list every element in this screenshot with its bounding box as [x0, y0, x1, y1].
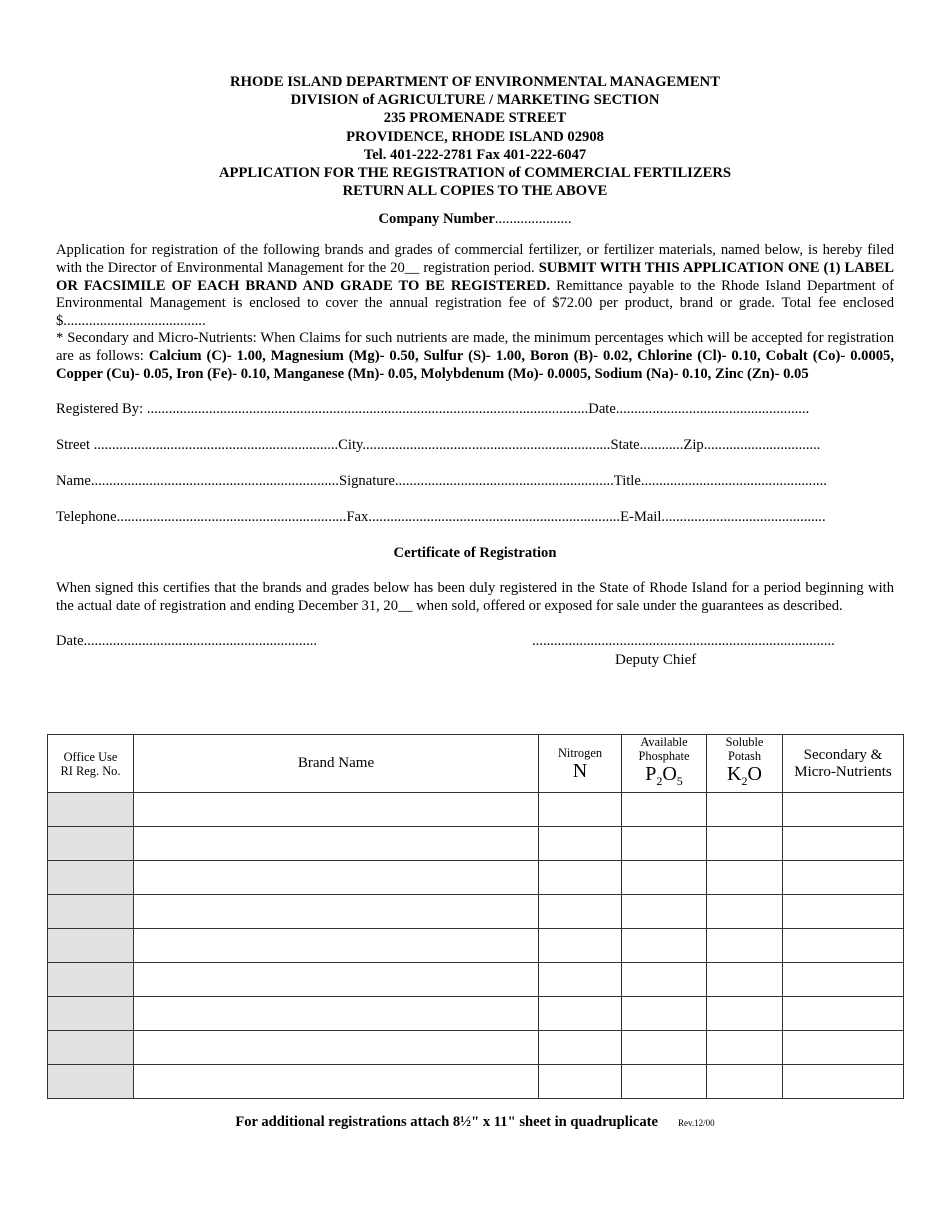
potash-header: [707, 735, 783, 793]
office-use-cell: [48, 793, 134, 827]
letterhead: [56, 73, 894, 200]
phosphate-cell[interactable]: [622, 1031, 707, 1065]
brand-name-cell[interactable]: [134, 1065, 539, 1099]
secondary-nutrients-header: [783, 735, 904, 793]
application-bold-1: SUBMIT WITH THIS APPLICATION ONE (1) LABEL OR FACSIMILE OF EACH BRAND AND GRADE TO BE REGISTERED.: [56, 260, 894, 294]
secondary-nutrients-cell[interactable]: [783, 793, 904, 827]
telephone-field[interactable]: ...............................................................: [116, 509, 347, 526]
potash-cell[interactable]: [707, 861, 783, 895]
certificate-date-label: Date: [56, 633, 84, 650]
secondary-label-1: Secondary &: [803, 746, 883, 763]
certificate-text: When signed this certifies that the brands and grades below has been duly registered in the State of Rhode Island for a period beginning with the actual date of registration and ending December 31, 20__ when sold, offered or exposed for sale under the guarantees as described.: [56, 580, 894, 614]
deputy-chief-label: Deputy Chief: [615, 652, 697, 669]
fax-label: Fax: [346, 509, 369, 526]
potash-label-2: Potash: [727, 749, 762, 763]
email-label: E-Mail: [620, 509, 662, 526]
reg-no-label: RI Reg. No.: [60, 763, 121, 778]
nitrogen-cell[interactable]: [539, 1065, 622, 1099]
deputy-signature-field[interactable]: ...................................................................................: [532, 633, 835, 650]
table-row: [48, 1065, 904, 1099]
address-row: [56, 437, 894, 455]
phosphate-label-2: Phosphate: [638, 749, 690, 763]
registration-table-body: [48, 793, 904, 1099]
secondary-nutrients-cell[interactable]: [783, 895, 904, 929]
table-row: [48, 997, 904, 1031]
office-use-header: [48, 735, 134, 793]
nitrogen-cell[interactable]: [539, 929, 622, 963]
state-label: State: [610, 437, 640, 454]
phosphate-cell[interactable]: [622, 929, 707, 963]
potash-cell[interactable]: [707, 827, 783, 861]
potash-cell[interactable]: [707, 1065, 783, 1099]
nitrogen-cell[interactable]: [539, 963, 622, 997]
registered-by-label: Registered By:: [56, 401, 144, 418]
header-line: APPLICATION FOR THE REGISTRATION of COMMERCIAL FERTILIZERS: [219, 165, 731, 182]
name-label: Name: [56, 473, 91, 490]
brand-name-label: Brand Name: [297, 755, 375, 771]
registered-by-field[interactable]: .........................................................................................................................: [146, 401, 589, 418]
office-use-cell: [48, 861, 134, 895]
secondary-nutrients-cell[interactable]: [783, 929, 904, 963]
registration-table: [47, 734, 904, 1099]
nutrient-text-1: * Secondary and Micro-Nutrients: When Claims for such nutrients are made, the minimum percentages which will be accepted for registration are as follows:: [56, 330, 894, 364]
application-text-2: Remittance payable to the Rhode Island Department of Environmental Management is enclosed to cover the annual registration fee of $72.00 per product, brand or grade. Total fee enclosed $.......................................: [56, 277, 894, 329]
fax-field[interactable]: .....................................................................: [368, 509, 621, 526]
office-use-label: Office Use: [63, 749, 118, 764]
phosphate-cell[interactable]: [622, 895, 707, 929]
table-header-row: [48, 735, 904, 793]
table-row: [48, 827, 904, 861]
phosphate-cell[interactable]: [622, 793, 707, 827]
office-use-cell: [48, 1065, 134, 1099]
title-field[interactable]: ...................................................: [640, 473, 827, 490]
header-line: RHODE ISLAND DEPARTMENT OF ENVIRONMENTAL MANAGEMENT: [230, 74, 720, 90]
header-line: 235 PROMENADE STREET: [383, 110, 567, 127]
potash-label-1: Soluble: [725, 735, 764, 749]
brand-name-cell[interactable]: [134, 793, 539, 827]
header-line: DIVISION of AGRICULTURE / MARKETING SECTION: [290, 92, 660, 109]
table-row: [48, 1031, 904, 1065]
header-line: Tel. 401-222-2781 Fax 401-222-6047: [363, 146, 587, 163]
application-text-1: Application for registration of the following brands and grades of commercial fertilizer, or fertilizer materials, named below, is hereby filed with the Director of Environmental Management for the 20__ registration period.: [56, 242, 894, 277]
nutrient-minimums: Calcium (C)- 1.00, Magnesium (Mg)- 0.50, Sulfur (S)- 1.00, Boron (B)- 0.02, Chlorine (Cl)- 0.10, Cobalt (Co)- 0.0005, Copper (Cu)- 0.05, Iron (Fe)- 0.10, Manganese (Mn)- 0.05, Molybdenum (Mo)- 0.0005, Sodium (Na)- 0.10, Zinc (Zn)- 0.05: [56, 347, 894, 382]
signature-label: Signature: [338, 473, 395, 490]
signature-field[interactable]: ............................................................: [394, 473, 614, 490]
footer: [0, 1114, 950, 1131]
zip-label: Zip: [683, 437, 704, 454]
certificate-title: Certificate of Registration: [393, 545, 557, 562]
office-use-cell: [48, 963, 134, 997]
office-use-cell: [48, 1031, 134, 1065]
contact-row: [56, 509, 894, 527]
header-line: RETURN ALL COPIES TO THE ABOVE: [342, 183, 608, 200]
brand-name-cell[interactable]: [134, 861, 539, 895]
table-row: [48, 895, 904, 929]
office-use-cell: [48, 895, 134, 929]
company-number: [56, 211, 894, 228]
nitrogen-cell[interactable]: [539, 895, 622, 929]
city-field[interactable]: ....................................................................: [362, 437, 611, 454]
revision-label: Rev.12/00: [678, 1118, 715, 1128]
nutrient-text: [56, 330, 894, 383]
street-field[interactable]: ...................................................................: [93, 437, 339, 454]
brand-name-cell[interactable]: [134, 963, 539, 997]
footer-note: For additional registrations attach 8½" x 11" sheet in quadruplicate: [235, 1114, 658, 1130]
name-field[interactable]: ....................................................................: [90, 473, 339, 490]
phosphate-cell[interactable]: [622, 861, 707, 895]
telephone-label: Telephone: [56, 509, 117, 526]
secondary-nutrients-cell[interactable]: [783, 1065, 904, 1099]
office-use-cell: [48, 929, 134, 963]
title-label: Title: [613, 473, 641, 490]
potash-cell[interactable]: [707, 793, 783, 827]
nitrogen-cell[interactable]: [539, 861, 622, 895]
table-row: [48, 963, 904, 997]
email-field[interactable]: .............................................: [661, 509, 826, 526]
brand-name-cell[interactable]: [134, 895, 539, 929]
nitrogen-label: Nitrogen: [557, 745, 603, 760]
state-field[interactable]: ............: [639, 437, 684, 454]
company-number-label: Company Number: [378, 211, 495, 228]
phosphate-cell[interactable]: [622, 997, 707, 1031]
potash-cell[interactable]: [707, 929, 783, 963]
table-row: [48, 861, 904, 895]
potash-formula: $K_2O$: [727, 763, 762, 788]
secondary-label-2: Micro-Nutrients: [794, 763, 892, 780]
nitrogen-header: [539, 735, 622, 793]
registered-by-row: [56, 401, 894, 419]
potash-cell[interactable]: [707, 1031, 783, 1065]
secondary-nutrients-cell[interactable]: [783, 827, 904, 861]
application-text: [56, 242, 894, 330]
phosphate-cell[interactable]: [622, 1065, 707, 1099]
header-line: PROVIDENCE, RHODE ISLAND 02908: [346, 128, 604, 145]
phosphate-label-1: Available: [640, 735, 688, 749]
brand-name-cell[interactable]: [134, 929, 539, 963]
certificate-date-field[interactable]: ................................................................: [83, 633, 318, 650]
office-use-cell: [48, 997, 134, 1031]
potash-cell[interactable]: [707, 997, 783, 1031]
certificate-date-row: [56, 633, 894, 651]
zip-field[interactable]: ................................: [703, 437, 821, 454]
secondary-nutrients-cell[interactable]: [783, 1031, 904, 1065]
secondary-nutrients-cell[interactable]: [783, 997, 904, 1031]
brand-name-header: [134, 735, 539, 793]
nitrogen-cell[interactable]: [539, 1031, 622, 1065]
table-row: [48, 929, 904, 963]
potash-cell[interactable]: [707, 895, 783, 929]
phosphate-header: [622, 735, 707, 793]
date-label: Date: [588, 401, 616, 418]
office-use-cell: [48, 827, 134, 861]
nitrogen-cell[interactable]: [539, 997, 622, 1031]
city-label: City: [338, 437, 363, 454]
company-number-field[interactable]: .....................: [494, 211, 572, 228]
brand-name-cell[interactable]: [134, 827, 539, 861]
table-row: [48, 793, 904, 827]
name-row: [56, 473, 894, 491]
phosphate-formula: $P_2O_5$: [645, 763, 683, 788]
brand-name-cell[interactable]: [134, 997, 539, 1031]
nitrogen-cell[interactable]: [539, 827, 622, 861]
street-label: Street: [56, 437, 91, 454]
secondary-nutrients-cell[interactable]: [783, 963, 904, 997]
nitrogen-symbol: N: [572, 759, 588, 782]
date-field[interactable]: .....................................................: [615, 401, 810, 418]
nitrogen-cell[interactable]: [539, 793, 622, 827]
brand-name-cell[interactable]: [134, 1031, 539, 1065]
phosphate-cell[interactable]: [622, 963, 707, 997]
secondary-nutrients-cell[interactable]: [783, 861, 904, 895]
form-page: [56, 73, 894, 669]
deputy-row: [56, 651, 894, 669]
phosphate-cell[interactable]: [622, 827, 707, 861]
potash-cell[interactable]: [707, 963, 783, 997]
